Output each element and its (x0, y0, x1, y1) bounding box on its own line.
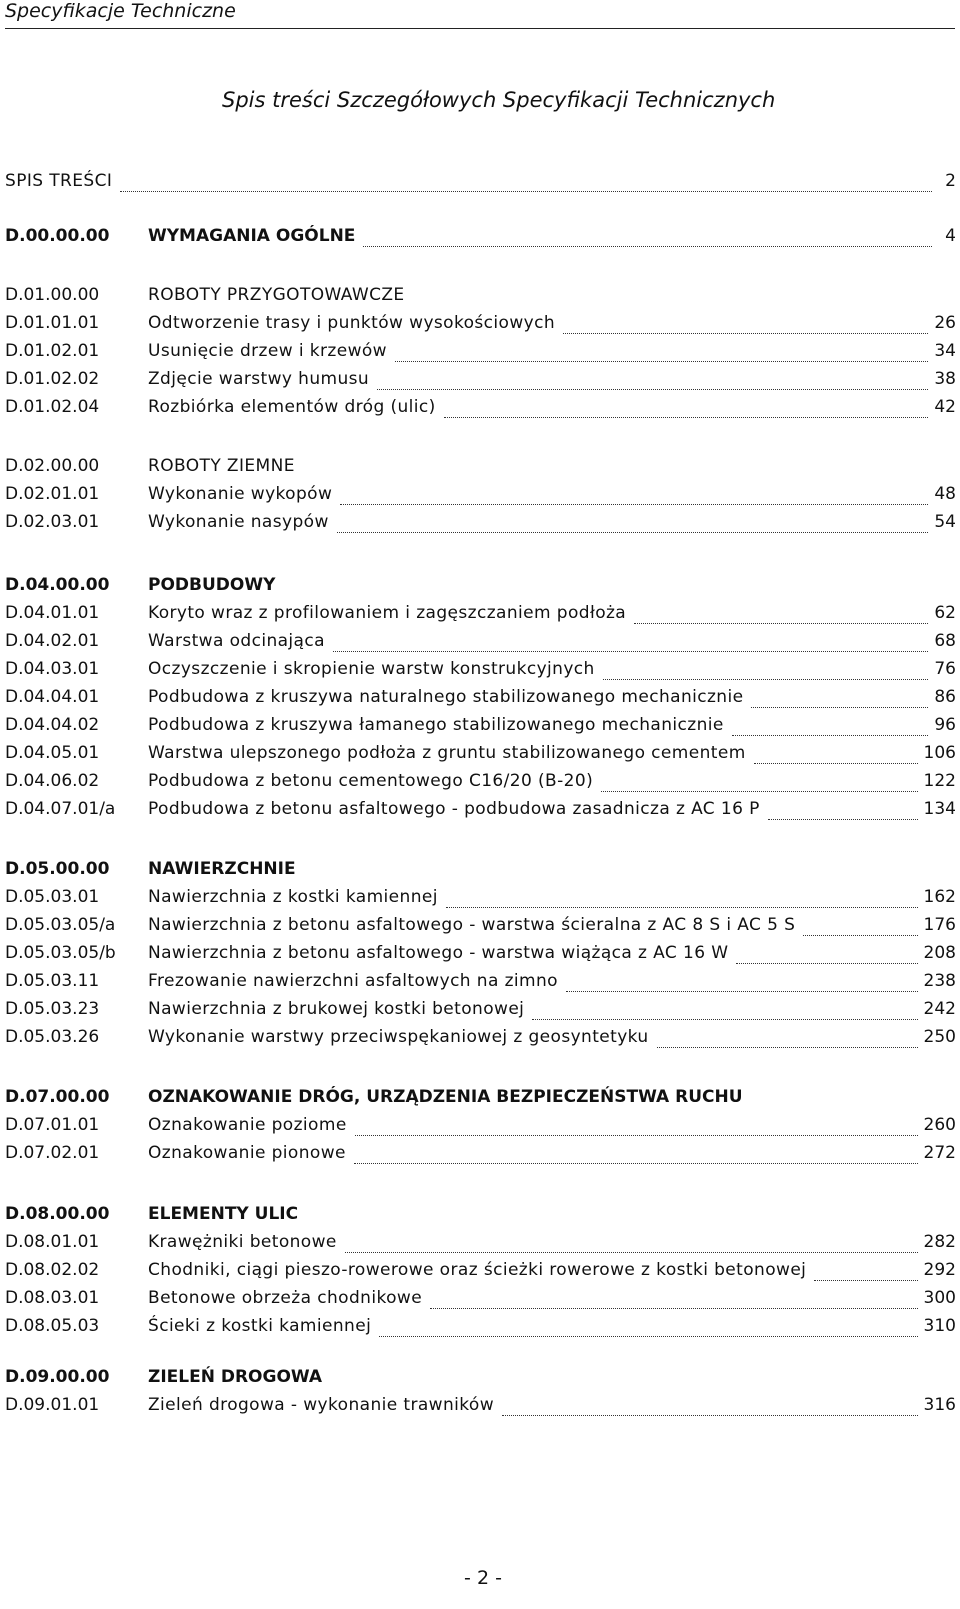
entry-code: D.01.02.04 (5, 397, 100, 417)
entry-page: 76 (934, 659, 956, 679)
dot-leader (337, 531, 929, 533)
entry-page: 310 (923, 1316, 956, 1336)
entry-page: 300 (923, 1288, 956, 1308)
dot-leader (634, 622, 928, 624)
toc-entry[interactable] (5, 971, 956, 999)
entry-code: D.04.04.01 (5, 687, 100, 707)
dot-leader (603, 678, 929, 680)
entry-title: Krawężniki betonowe (148, 1232, 337, 1252)
entry-title: Nawierzchnia z brukowej kostki betonowej (148, 999, 525, 1019)
toc-entry[interactable] (5, 771, 956, 799)
entry-page: 282 (923, 1232, 956, 1252)
entry-page: 34 (934, 341, 956, 361)
dot-leader (345, 1251, 918, 1253)
entry-page: 86 (934, 687, 956, 707)
section-row (5, 859, 956, 887)
section-title: ROBOTY PRZYGOTOWAWCZE (148, 285, 405, 305)
entry-code: D.04.03.01 (5, 659, 100, 679)
toc-entry[interactable] (5, 1232, 956, 1260)
entry-title: Usunięcie drzew i krzewów (148, 341, 387, 361)
entry-code: D.04.06.02 (5, 771, 100, 791)
entry-page: 292 (923, 1260, 956, 1280)
entry-title: Warstwa odcinająca (148, 631, 325, 651)
dot-leader (601, 790, 917, 792)
section-title: PODBUDOWY (148, 575, 276, 595)
toc-entry[interactable] (5, 1027, 956, 1055)
entry-code: D.07.01.01 (5, 1115, 100, 1135)
entry-code: D.05.03.11 (5, 971, 100, 991)
toc-entry[interactable] (5, 1143, 956, 1171)
section-row (5, 456, 956, 484)
entry-title: Wykonanie wykopów (148, 484, 333, 504)
entry-page: 42 (934, 397, 956, 417)
entry-code: D.01.02.02 (5, 369, 100, 389)
section-title: NAWIERZCHNIE (148, 859, 296, 879)
dot-leader (814, 1279, 917, 1281)
page-number: - 2 - (464, 1567, 502, 1589)
toc-entry[interactable] (5, 915, 956, 943)
section-row (5, 575, 956, 603)
entry-title: Oznakowanie pionowe (148, 1143, 346, 1163)
dot-leader (768, 818, 918, 820)
dot-leader (395, 360, 928, 362)
entry-page: 106 (923, 743, 956, 763)
toc-entry[interactable] (5, 1395, 956, 1423)
dot-leader (566, 990, 918, 992)
section-title: WYMAGANIA OGÓLNE (148, 226, 356, 246)
entry-code: D.02.03.01 (5, 512, 100, 532)
entry-code: D.04.02.01 (5, 631, 100, 651)
toc-entry[interactable] (5, 715, 956, 743)
entry-page: 68 (934, 631, 956, 651)
toc-entry[interactable] (5, 603, 956, 631)
entry-page: 26 (934, 313, 956, 333)
entry-page: 162 (923, 887, 956, 907)
dot-leader (532, 1018, 917, 1020)
section-row (5, 1367, 956, 1395)
toc-entry[interactable] (5, 659, 956, 687)
toc-entry[interactable] (5, 512, 956, 540)
toc-entry[interactable] (5, 1115, 956, 1143)
dot-leader (732, 734, 929, 736)
entry-code: D.05.03.05/a (5, 915, 116, 935)
dot-leader (355, 1134, 918, 1136)
section-code: D.02.00.00 (5, 456, 100, 476)
dot-leader (444, 416, 929, 418)
entry-code: D.08.02.02 (5, 1260, 100, 1280)
toc-entry[interactable] (5, 341, 956, 369)
entry-code: D.08.03.01 (5, 1288, 100, 1308)
entry-code: D.01.02.01 (5, 341, 100, 361)
entry-code: D.04.01.01 (5, 603, 100, 623)
entry-code: D.09.01.01 (5, 1395, 100, 1415)
dot-leader (379, 1335, 917, 1337)
section-row[interactable] (5, 226, 956, 254)
toc-entry[interactable] (5, 943, 956, 971)
dot-leader (751, 706, 928, 708)
toc-entry[interactable] (5, 799, 956, 827)
entry-page: 48 (934, 484, 956, 504)
toc-entry[interactable] (5, 999, 956, 1027)
section-code: D.00.00.00 (5, 226, 110, 246)
entry-page: 54 (934, 512, 956, 532)
section-title: ELEMENTY ULIC (148, 1204, 299, 1224)
entry-title: Oczyszczenie i skropienie warstw konstrukcyjnych (148, 659, 595, 679)
entry-title: Ścieki z kostki kamiennej (148, 1316, 372, 1336)
section-title: OZNAKOWANIE DRÓG, URZĄDZENIA BEZPIECZEŃSTWA RUCHU (148, 1087, 743, 1107)
entry-title: Zieleń drogowa - wykonanie trawników (148, 1395, 495, 1415)
toc-entry[interactable] (5, 484, 956, 512)
entry-code: D.01.01.01 (5, 313, 100, 333)
entry-title: Wykonanie nasypów (148, 512, 329, 532)
entry-page: 176 (923, 915, 956, 935)
entry-title: Podbudowa z kruszywa łamanego stabilizowanego mechanicznie (148, 715, 724, 735)
toc-intro-row[interactable] (5, 171, 956, 199)
entry-page: 62 (934, 603, 956, 623)
section-code: D.01.00.00 (5, 285, 100, 305)
page-number-footer (0, 1567, 960, 1589)
entry-title: Wykonanie warstwy przeciwspękaniowej z geosyntetyku (148, 1027, 649, 1047)
dot-leader (363, 245, 932, 247)
dot-leader (333, 650, 928, 652)
entry-title: Koryto wraz z profilowaniem i zagęszczaniem podłoża (148, 603, 627, 623)
entry-page: 122 (923, 771, 956, 791)
toc-entry[interactable] (5, 1288, 956, 1316)
entry-title: Oznakowanie poziome (148, 1115, 347, 1135)
entry-page: 272 (923, 1143, 956, 1163)
entry-page: 260 (923, 1115, 956, 1135)
entry-title: Betonowe obrzeża chodnikowe (148, 1288, 423, 1308)
section-code: D.05.00.00 (5, 859, 110, 879)
section-page: 4 (945, 226, 956, 246)
entry-page: 96 (934, 715, 956, 735)
dot-leader (377, 388, 928, 390)
entry-code: D.04.04.02 (5, 715, 100, 735)
entry-title: Odtworzenie trasy i punktów wysokościowych (148, 313, 556, 333)
entry-title: Podbudowa z betonu asfaltowego - podbudowa zasadnicza z AC 16 P (148, 799, 760, 819)
entry-title: Nawierzchnia z betonu asfaltowego - warstwa ścieralna z AC 8 S i AC 5 S (148, 915, 796, 935)
section-code: D.04.00.00 (5, 575, 110, 595)
entry-code: D.05.03.01 (5, 887, 100, 907)
entry-code: D.05.03.23 (5, 999, 100, 1019)
entry-title: Nawierzchnia z kostki kamiennej (148, 887, 438, 907)
toc-entry[interactable] (5, 743, 956, 771)
entry-code: D.08.01.01 (5, 1232, 100, 1252)
entry-code: D.04.05.01 (5, 743, 100, 763)
entry-title: Rozbiórka elementów dróg (ulic) (148, 397, 436, 417)
toc-entry[interactable] (5, 631, 956, 659)
dot-leader (120, 190, 932, 192)
entry-page: 242 (923, 999, 956, 1019)
entry-title: Podbudowa z kruszywa naturalnego stabilizowanego mechanicznie (148, 687, 744, 707)
section-code: D.09.00.00 (5, 1367, 110, 1387)
section-title: ROBOTY ZIEMNE (148, 456, 295, 476)
section-row (5, 285, 956, 313)
document-title: Spis treści Szczegółowych Specyfikacji Technicznych (222, 88, 776, 112)
entry-code: D.05.03.26 (5, 1027, 100, 1047)
entry-code: D.05.03.05/b (5, 943, 116, 963)
entry-code: D.07.02.01 (5, 1143, 100, 1163)
entry-title: Zdjęcie warstwy humusu (148, 369, 370, 389)
entry-page: 316 (923, 1395, 956, 1415)
header-rule (5, 28, 955, 29)
section-row (5, 1204, 956, 1232)
toc-entry[interactable] (5, 397, 956, 425)
toc-entry[interactable] (5, 887, 956, 915)
toc-entry[interactable] (5, 687, 956, 715)
entry-title: Nawierzchnia z betonu asfaltowego - warstwa wiążąca z AC 16 W (148, 943, 729, 963)
toc-entry[interactable] (5, 1316, 956, 1344)
dot-leader (430, 1307, 917, 1309)
dot-leader (736, 962, 917, 964)
toc-intro-page: 2 (945, 171, 956, 191)
toc-entry[interactable] (5, 313, 956, 341)
entry-title: Chodniki, ciągi pieszo-rowerowe oraz ścieżki rowerowe z kostki betonowej (148, 1260, 807, 1280)
entry-page: 134 (923, 799, 956, 819)
section-code: D.07.00.00 (5, 1087, 110, 1107)
entry-page: 208 (923, 943, 956, 963)
dot-leader (657, 1046, 918, 1048)
entry-code: D.04.07.01/a (5, 799, 116, 819)
dot-leader (502, 1414, 918, 1416)
toc-entry[interactable] (5, 369, 956, 397)
dot-leader (446, 906, 918, 908)
entry-page: 38 (934, 369, 956, 389)
section-title: ZIELEŃ DROGOWA (148, 1367, 323, 1387)
toc-intro-label: SPIS TREŚCI (5, 171, 113, 191)
toc-entry[interactable] (5, 1260, 956, 1288)
section-row (5, 1087, 956, 1115)
dot-leader (563, 332, 928, 334)
entry-title: Warstwa ulepszonego podłoża z gruntu stabilizowanego cementem (148, 743, 746, 763)
dot-leader (354, 1162, 918, 1164)
entry-title: Frezowanie nawierzchni asfaltowych na zimno (148, 971, 558, 991)
entry-code: D.08.05.03 (5, 1316, 100, 1336)
section-code: D.08.00.00 (5, 1204, 110, 1224)
entry-title: Podbudowa z betonu cementowego C16/20 (B-20) (148, 771, 594, 791)
dot-leader (340, 503, 928, 505)
dot-leader (803, 934, 917, 936)
running-header: Specyfikacje Techniczne (5, 0, 236, 22)
dot-leader (754, 762, 918, 764)
entry-page: 250 (923, 1027, 956, 1047)
entry-code: D.02.01.01 (5, 484, 100, 504)
entry-page: 238 (923, 971, 956, 991)
